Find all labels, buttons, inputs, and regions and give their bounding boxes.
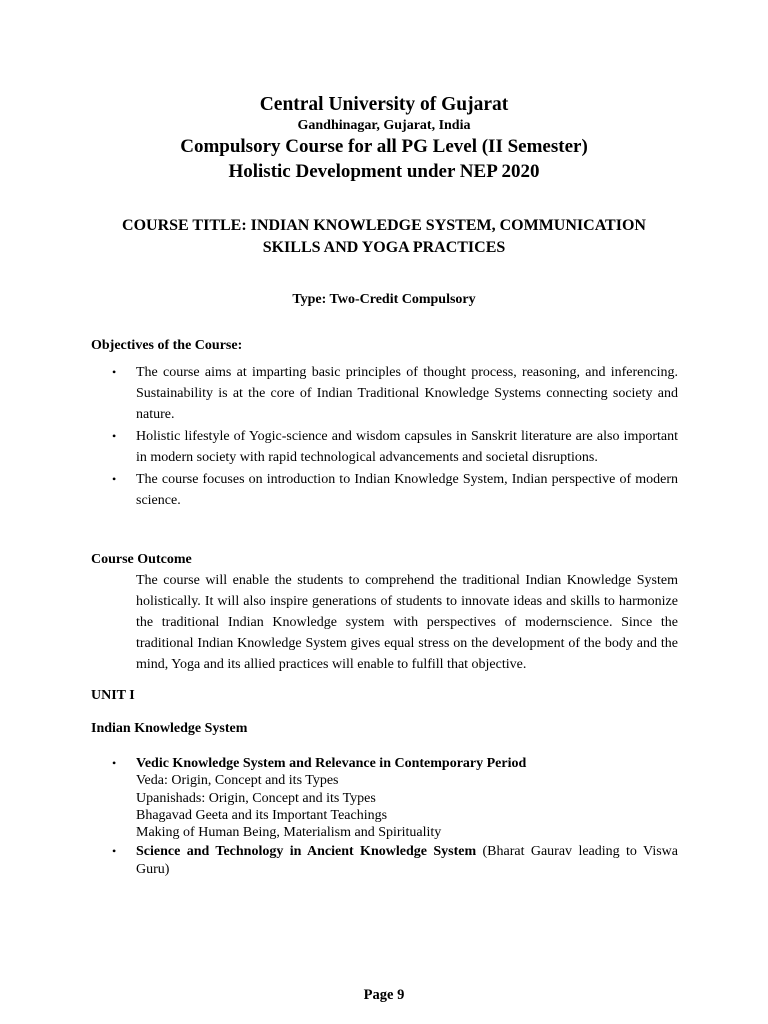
program-name: Holistic Development under NEP 2020 bbox=[228, 161, 540, 182]
page-number: Page 9 bbox=[363, 987, 405, 1003]
unit-subheading: Indian Knowledge System bbox=[91, 721, 248, 736]
objectives-heading: Objectives of the Course: bbox=[91, 338, 243, 353]
unit-topic-line: Upanishads: Origin, Concept and its Types bbox=[136, 790, 376, 806]
unit-topic-line: Making of Human Being, Materialism and Spirituality bbox=[136, 825, 442, 841]
objective-item: • The course focuses on introduction to Indian Knowledge System, Indian perspective of modern science. bbox=[91, 469, 678, 511]
unit-topic-line: Veda: Origin, Concept and its Types bbox=[136, 773, 339, 789]
unit-heading: UNIT I bbox=[91, 688, 135, 703]
unit-topic-title: Science and Technology in Ancient Knowledge System bbox=[136, 844, 477, 860]
unit-topic-title: Vedic Knowledge System and Relevance in Contemporary Period bbox=[136, 756, 527, 771]
course-title-line-2: SKILLS AND YOGA PRACTICES bbox=[262, 239, 506, 256]
bullet-icon: • bbox=[112, 756, 117, 770]
unit-topics-list bbox=[91, 755, 678, 878]
course-level: Compulsory Course for all PG Level (II Semester) bbox=[180, 136, 588, 157]
course-title bbox=[0, 215, 768, 259]
bullet-icon: • bbox=[112, 844, 117, 859]
course-title-line-1: COURSE TITLE: INDIAN KNOWLEDGE SYSTEM, COMMUNICATION bbox=[122, 217, 646, 234]
course-type: Type: Two-Credit Compulsory bbox=[292, 292, 476, 307]
objective-item: • The course aims at imparting basic principles of thought process, reasoning, and inferencing. Sustainability is at the core of Indian Traditional Knowledge Systems connecting society and nature. bbox=[91, 362, 678, 425]
bullet-icon: • bbox=[112, 429, 117, 443]
objectives-list bbox=[91, 362, 678, 511]
unit-topic-suffix: (Bharat Gaurav leading to Viswa Guru) bbox=[136, 844, 678, 877]
outcome-heading: Course Outcome bbox=[91, 552, 192, 567]
objective-item: • Holistic lifestyle of Yogic-science and wisdom capsules in Sanskrit literature are also important in modern society with rapid technological advancements and societal disruptions. bbox=[91, 426, 678, 468]
bullet-icon: • bbox=[112, 365, 117, 379]
bullet-icon: • bbox=[112, 472, 117, 486]
university-location: Gandhinagar, Gujarat, India bbox=[297, 118, 471, 133]
outcome-text: The course will enable the students to comprehend the traditional Indian Knowledge System holistically. It will also inspire generations of students to innovate ideas and skills to harmonize the traditional Indian Knowledge system with perspectives of modernscience. Since the traditional Indian Knowledge System gives equal stress on the development of the body and the mind, Yoga and its allied practices will enable to fulfill that objective. bbox=[136, 573, 678, 672]
unit-topic-item bbox=[91, 755, 678, 841]
university-name: Central University of Gujarat bbox=[259, 94, 509, 115]
unit-topic-item bbox=[91, 843, 678, 878]
document-header bbox=[0, 94, 768, 184]
unit-topic-line: Bhagavad Geeta and its Important Teachings bbox=[136, 807, 388, 823]
